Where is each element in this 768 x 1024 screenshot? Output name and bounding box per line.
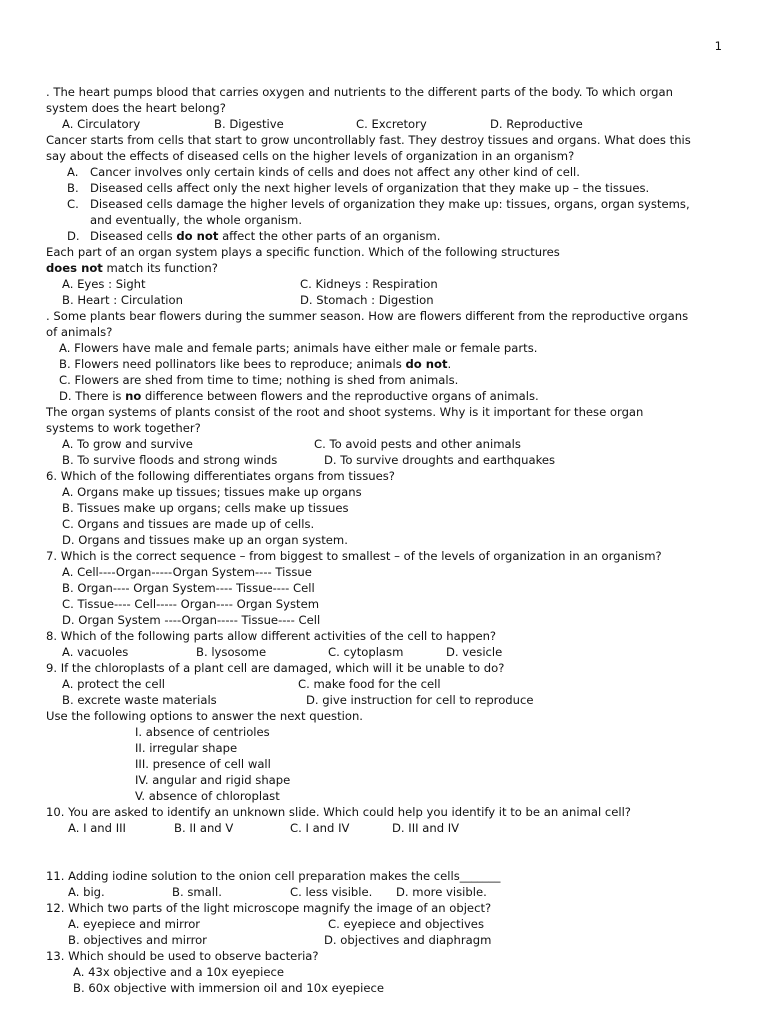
q4-b-pre: B. Flowers need pollinators like bees to reproduce; animals: [59, 357, 406, 371]
q2-choice-d-letter: D.: [67, 229, 80, 243]
q2-choice-d-text: [90, 228, 440, 244]
q2-choice-c-text-1: Diseased cells damage the higher levels of organization they make up: tissues, organs, organ systems,: [90, 197, 690, 211]
option-item: [46, 788, 726, 804]
q12-choices-row-2: [46, 932, 726, 948]
q4-stem-line-2: of animals?: [46, 325, 113, 339]
q5-choice-b: B. To survive floods and strong winds: [62, 453, 278, 467]
q6-choice-a-text: A. Organs make up tissues; tissues make up organs: [62, 485, 362, 499]
q4-d-bold: no: [125, 389, 142, 403]
q9-choice-d: D. give instruction for cell to reproduce: [306, 693, 534, 707]
q8-choice-a: A. vacuoles: [62, 645, 129, 659]
q6-choice-c: [46, 516, 726, 532]
q13-stem: 13. Which should be used to observe bacteria?: [46, 949, 319, 963]
q5-choice-d: D. To survive droughts and earthquakes: [324, 453, 556, 467]
q8-choice-d: D. vesicle: [446, 645, 503, 659]
q2-d-pre: Diseased cells: [90, 229, 177, 243]
option-item: [46, 772, 726, 788]
q4-choice-c: [46, 372, 726, 388]
q4-choice-d-text: [59, 388, 539, 404]
q7-choice-d-text: D. Organ System ----Organ----- Tissue---- Cell: [62, 613, 321, 627]
q2-choice-d: [46, 228, 726, 244]
q3-stem-line-1: Each part of an organ system plays a specific function. Which of the following structures: [46, 245, 560, 259]
option-item: [46, 740, 726, 756]
q7-choice-a: [46, 564, 726, 580]
option-item: [46, 756, 726, 772]
q7-choice-c-text: C. Tissue---- Cell----- Organ---- Organ System: [62, 597, 320, 611]
spacer: [46, 836, 726, 868]
q9-choice-b: B. excrete waste materials: [62, 693, 217, 707]
q11-choice-c: C. less visible.: [290, 885, 373, 899]
q11-stem: 11. Adding iodine solution to the onion cell preparation makes the cells_______: [46, 869, 501, 883]
q1-choice-a: A. Circulatory: [62, 117, 141, 131]
option-text: II. irregular shape: [135, 741, 238, 755]
q2-choice-a-letter: A.: [67, 165, 79, 179]
q12-choice-b: B. objectives and mirror: [68, 933, 207, 947]
q11-choice-a: A. big.: [68, 885, 105, 899]
q6-choice-d-text: D. Organs and tissues make up an organ system.: [62, 533, 348, 547]
q6-choice-a: [46, 484, 726, 500]
option-item: [46, 724, 726, 740]
q10-choices: [46, 820, 726, 836]
q12-stem: 12. Which two parts of the light microscope magnify the image of an object?: [46, 901, 492, 915]
q11-choice-d: D. more visible.: [396, 885, 487, 899]
q12-choice-a: A. eyepiece and mirror: [68, 917, 201, 931]
q3-stem-line-2: [46, 260, 726, 276]
q2-stem-line-1: Cancer starts from cells that start to grow uncontrollably fast. They destroy tissues and organs. What does this: [46, 133, 691, 147]
q1-stem-line-2: system does the heart belong?: [46, 101, 226, 115]
q9-choice-a: A. protect the cell: [62, 677, 166, 691]
q5-choices-row-1: [46, 436, 726, 452]
q2-choice-a-text: Cancer involves only certain kinds of cells and does not affect any other kind of cell.: [90, 165, 580, 179]
q8-choice-b: B. lysosome: [196, 645, 267, 659]
q2-choice-c: [46, 196, 726, 212]
q12-choices-row-1: [46, 916, 726, 932]
q5-choice-a: A. To grow and survive: [62, 437, 193, 451]
q8-choices: [46, 644, 726, 660]
q3-choice-a: A. Eyes : Sight: [62, 277, 146, 291]
q3-choice-d: D. Stomach : Digestion: [300, 293, 434, 307]
q9-choices-row-1: [46, 676, 726, 692]
q4-b-post: .: [447, 357, 452, 371]
q5-stem-line-1: The organ systems of plants consist of the root and shoot systems. Why is it important for these organ: [46, 405, 644, 419]
q4-d-post: difference between flowers and the reproductive organs of animals.: [141, 389, 539, 403]
q4-choice-b: [46, 356, 726, 372]
q3-choices-row-1: [46, 276, 726, 292]
option-text: III. presence of cell wall: [135, 757, 271, 771]
q2-choice-b-letter: B.: [67, 181, 79, 195]
q3-choice-c: C. Kidneys : Respiration: [300, 277, 438, 291]
q13-choice-b-text: B. 60x objective with immersion oil and 10x eyepiece: [73, 981, 384, 995]
q2-choice-b-text: Diseased cells affect only the next higher levels of organization that they make up – the tissues.: [90, 181, 650, 195]
q9-choice-c: C. make food for the cell: [298, 677, 441, 691]
q1-choices: [46, 116, 726, 132]
q3-stem-rest: match its function?: [102, 261, 218, 275]
q7-choice-b: [46, 580, 726, 596]
q13-choice-a-text: A. 43x objective and a 10x eyepiece: [73, 965, 284, 979]
q4-stem-line-1: . Some plants bear flowers during the summer season. How are flowers different from the reproductive organs: [46, 309, 689, 323]
q8-choice-c: C. cytoplasm: [328, 645, 404, 659]
q9-choices-row-2: [46, 692, 726, 708]
q2-choice-b: [46, 180, 726, 196]
q4-choice-a: [46, 340, 726, 356]
q10-choice-b: B. II and V: [174, 821, 234, 835]
q6-choice-b-text: B. Tissues make up organs; cells make up tissues: [62, 501, 349, 515]
q7-choice-d: [46, 612, 726, 628]
q13-choice-a: [46, 964, 726, 980]
q6-choice-c-text: C. Organs and tissues are made up of cells.: [62, 517, 315, 531]
page-number: 1: [714, 39, 722, 53]
q13-choice-b: [46, 980, 726, 996]
q10-choice-d: D. III and IV: [392, 821, 460, 835]
q4-b-bold: do not: [405, 357, 448, 371]
q7-choice-b-text: B. Organ---- Organ System---- Tissue---- Cell: [62, 581, 315, 595]
q4-choice-b-text: [59, 356, 451, 372]
options-intro: Use the following options to answer the next question.: [46, 709, 363, 723]
q4-d-pre: D. There is: [59, 389, 126, 403]
q2-stem-line-2: say about the effects of diseased cells on the higher levels of organization in an organism?: [46, 149, 575, 163]
q5-stem-line-2: systems to work together?: [46, 421, 201, 435]
q11-choice-b: B. small.: [172, 885, 222, 899]
q11-choices: [46, 884, 726, 900]
q7-stem: 7. Which is the correct sequence – from biggest to smallest – of the levels of organization in an organism?: [46, 549, 662, 563]
option-text: I. absence of centrioles: [135, 725, 270, 739]
q7-choice-a-text: A. Cell----Organ-----Organ System---- Tissue: [62, 565, 312, 579]
q4-choice-a-text: A. Flowers have male and female parts; animals have either male or female parts.: [59, 341, 538, 355]
q5-choices-row-2: [46, 452, 726, 468]
q3-choice-b: B. Heart : Circulation: [62, 293, 183, 307]
q1-choice-c: C. Excretory: [356, 117, 427, 131]
q5-choice-c: C. To avoid pests and other animals: [314, 437, 521, 451]
q6-choice-b: [46, 500, 726, 516]
q3-choices-row-2: [46, 292, 726, 308]
q12-choice-c: C. eyepiece and objectives: [328, 917, 484, 931]
q4-choice-d: [46, 388, 726, 404]
q9-stem: 9. If the chloroplasts of a plant cell are damaged, which will it be unable to do?: [46, 661, 505, 675]
option-text: IV. angular and rigid shape: [135, 773, 291, 787]
q2-choice-c-text-2: and eventually, the whole organism.: [90, 213, 303, 227]
q2-d-post: affect the other parts of an organism.: [218, 229, 441, 243]
q2-choice-a: [46, 164, 726, 180]
q2-d-bold: do not: [176, 229, 219, 243]
quiz-document: [46, 84, 726, 996]
q4-choice-c-text: C. Flowers are shed from time to time; nothing is shed from animals.: [59, 373, 459, 387]
q1-stem-line-1: . The heart pumps blood that carries oxygen and nutrients to the different parts of the body. To which organ: [46, 85, 673, 99]
q8-stem: 8. Which of the following parts allow different activities of the cell to happen?: [46, 629, 497, 643]
q1-choice-b: B. Digestive: [214, 117, 284, 131]
q2-choice-c-cont: [46, 212, 726, 228]
q10-stem: 10. You are asked to identify an unknown slide. Which could help you identify it to be an animal cell?: [46, 805, 631, 819]
q6-choice-d: [46, 532, 726, 548]
q10-choice-c: C. I and IV: [290, 821, 350, 835]
q10-choice-a: A. I and III: [68, 821, 126, 835]
q7-choice-c: [46, 596, 726, 612]
q3-stem-bold: does not: [46, 261, 103, 275]
q12-choice-d: D. objectives and diaphragm: [324, 933, 492, 947]
option-text: V. absence of chloroplast: [135, 789, 280, 803]
q2-choice-c-letter: C.: [67, 197, 79, 211]
q6-stem: 6. Which of the following differentiates organs from tissues?: [46, 469, 395, 483]
q1-choice-d: D. Reproductive: [490, 117, 583, 131]
